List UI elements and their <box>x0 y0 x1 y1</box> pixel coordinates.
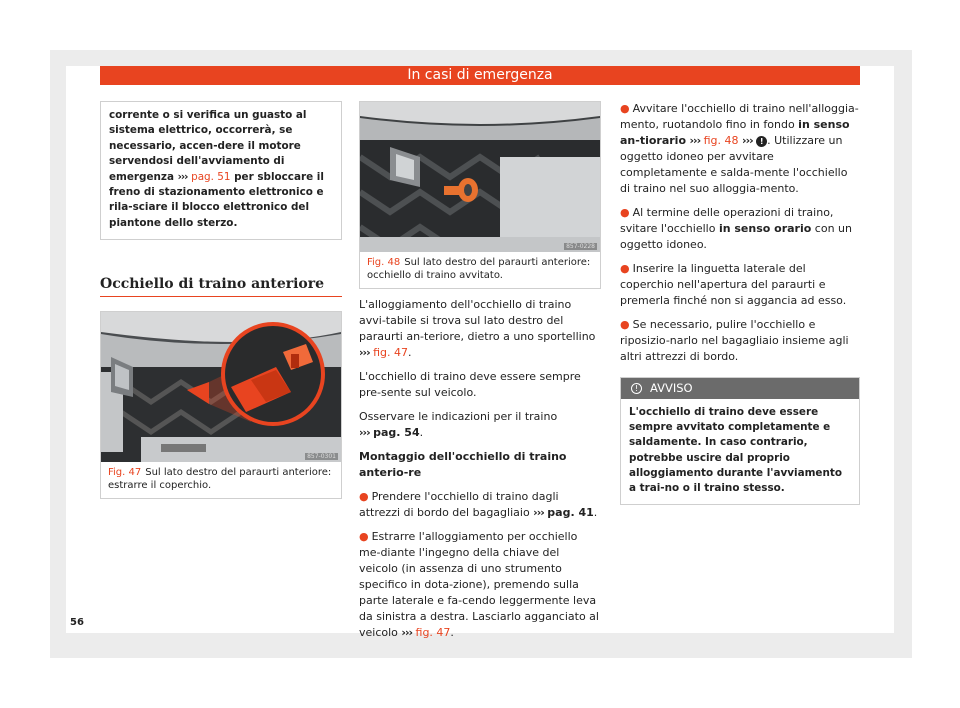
figure-47 <box>100 311 342 499</box>
page-ref[interactable]: pag. 54 <box>373 426 420 439</box>
figure-48 <box>359 101 601 289</box>
figure-link[interactable]: fig. 47 <box>415 626 451 639</box>
subheading: Montaggio dell'occhiello di traino anterio-re <box>359 450 567 479</box>
figure-image <box>101 312 341 462</box>
bullet-text: Prendere l'occhiello di traino dagli attrezzi di bordo del bagagliaio <box>359 490 559 519</box>
warning-box <box>620 377 860 505</box>
notice-box <box>100 101 342 240</box>
bullet-icon: ● <box>359 490 369 503</box>
ref-arrows: ››› <box>742 134 753 147</box>
ref-arrows: ››› <box>401 626 413 639</box>
page-link[interactable]: pag. 51 <box>191 170 231 183</box>
bullet-item <box>620 317 860 365</box>
warning-header <box>621 378 859 399</box>
paragraph <box>359 409 601 441</box>
bullet-item <box>620 261 860 309</box>
punctuation: . <box>419 426 424 439</box>
chapter-header <box>100 66 860 85</box>
paragraph <box>359 297 601 361</box>
punctuation: . <box>593 506 598 519</box>
notice-text-end: per sbloccare il freno di stazionamento elettronico e rila-sciare il blocco elettronico del piantone dello sterzo. <box>109 170 324 229</box>
figure-code: 857-0301 <box>307 453 336 461</box>
page-ref[interactable]: pag. 41 <box>547 506 594 519</box>
warning-icon[interactable]: ! <box>756 136 767 147</box>
bullet-icon: ● <box>620 318 630 331</box>
punctuation: . <box>408 346 412 359</box>
bullet-text: Se necessario, pulire l'occhiello e riposizio-narlo nel bagagliaio insieme agli altri attrezzi di bordo. <box>620 318 849 363</box>
caption-text: Sul lato destro del paraurti anteriore: estrarre il coperchio. <box>108 467 332 491</box>
warning-text: L'occhiello di traino deve essere sempre avvitato completamente e saldamente. In caso contrario, potrebbe uscire dal proprio alloggiamento durante l'avviamento a trai-no o il traino stesso. <box>629 406 842 495</box>
figure-caption <box>101 462 341 498</box>
car-bumper-illustration <box>101 312 341 462</box>
section-title: Occhiello di traino anteriore <box>100 276 342 297</box>
bullet-icon: ● <box>620 102 630 115</box>
bold-text: in senso an-tiorario <box>620 118 850 147</box>
figure-image <box>360 102 600 252</box>
bullet-item <box>620 101 860 197</box>
column-middle <box>359 101 601 641</box>
paragraph-text: L'alloggiamento dell'occhiello di traino avvi-tabile si trova sul lato destro del paraurti an-teriore, dietro a uno sportellino <box>359 298 596 343</box>
bullet-text-end: con un oggetto idoneo. <box>620 222 852 251</box>
figure-number: Fig. 48 <box>367 257 401 268</box>
paragraph: L'occhiello di traino deve essere sempre pre-sente sul veicolo. <box>359 370 581 399</box>
bullet-icon: ● <box>620 206 630 219</box>
caption-text: Sul lato destro del paraurti anteriore: occhiello di traino avvitato. <box>367 257 591 281</box>
bullet-text: Avvitare l'occhiello di traino nell'alloggia-mento, ruotandolo fino in fondo <box>620 102 859 131</box>
bullet-icon: ● <box>359 530 369 543</box>
page-number: 56 <box>70 617 84 628</box>
alert-icon: ! <box>631 383 642 394</box>
column-right <box>620 101 860 505</box>
paragraph-text: Osservare le indicazioni per il traino <box>359 410 558 423</box>
ref-arrows: ››› <box>359 426 370 439</box>
ref-arrows: ››› <box>359 346 370 359</box>
figure-caption <box>360 252 600 288</box>
bullet-item <box>620 205 860 253</box>
notice-text: corrente o si verifica un guasto al sistema elettrico, occorrerà, se necessario, accen-dere il motore servendosi dell'avviamento di emergenza <box>109 109 307 183</box>
ref-arrows: ››› <box>533 506 544 519</box>
ref-arrows: ››› <box>689 134 701 147</box>
chapter-title: In casi di emergenza <box>407 67 553 83</box>
ref-arrows: ››› <box>177 170 188 183</box>
punctuation: . <box>450 626 454 639</box>
figure-number: Fig. 47 <box>108 467 142 479</box>
figure-link[interactable]: fig. 47 <box>373 346 409 359</box>
figure-link[interactable]: fig. 48 <box>703 134 739 147</box>
warning-title: AVVISO <box>650 381 693 395</box>
bullet-text: Estrarre l'alloggiamento per occhiello me-diante l'ingegno della chiave del veicolo (in assenza di uno strumento specifico in dota-zione), premendo sulla parte laterale e fa-cendo leggermente leva da sinistra a destra. Lasciarlo agganciato al veicolo <box>359 530 599 639</box>
bullet-text-end: . Utilizzare un oggetto idoneo per avvitare completamente e salda-mente l'occhiello di traino nel suo alloggia-mento. <box>620 134 848 195</box>
figure-code: 857-0228 <box>566 243 595 250</box>
bullet-text: Inserire la linguetta laterale del coperchio nell'apertura del paraurti e premerla finché non si aggancia ad esso. <box>620 262 847 307</box>
bullet-item <box>359 529 601 641</box>
bullet-item <box>359 489 601 521</box>
bold-text: in senso orario <box>718 222 812 235</box>
bullet-icon: ● <box>620 262 630 275</box>
bullet-text: Al termine delle operazioni di traino, svitare l'occhiello <box>620 206 834 235</box>
car-bumper-eye-illustration <box>360 102 600 252</box>
column-left <box>100 101 342 499</box>
